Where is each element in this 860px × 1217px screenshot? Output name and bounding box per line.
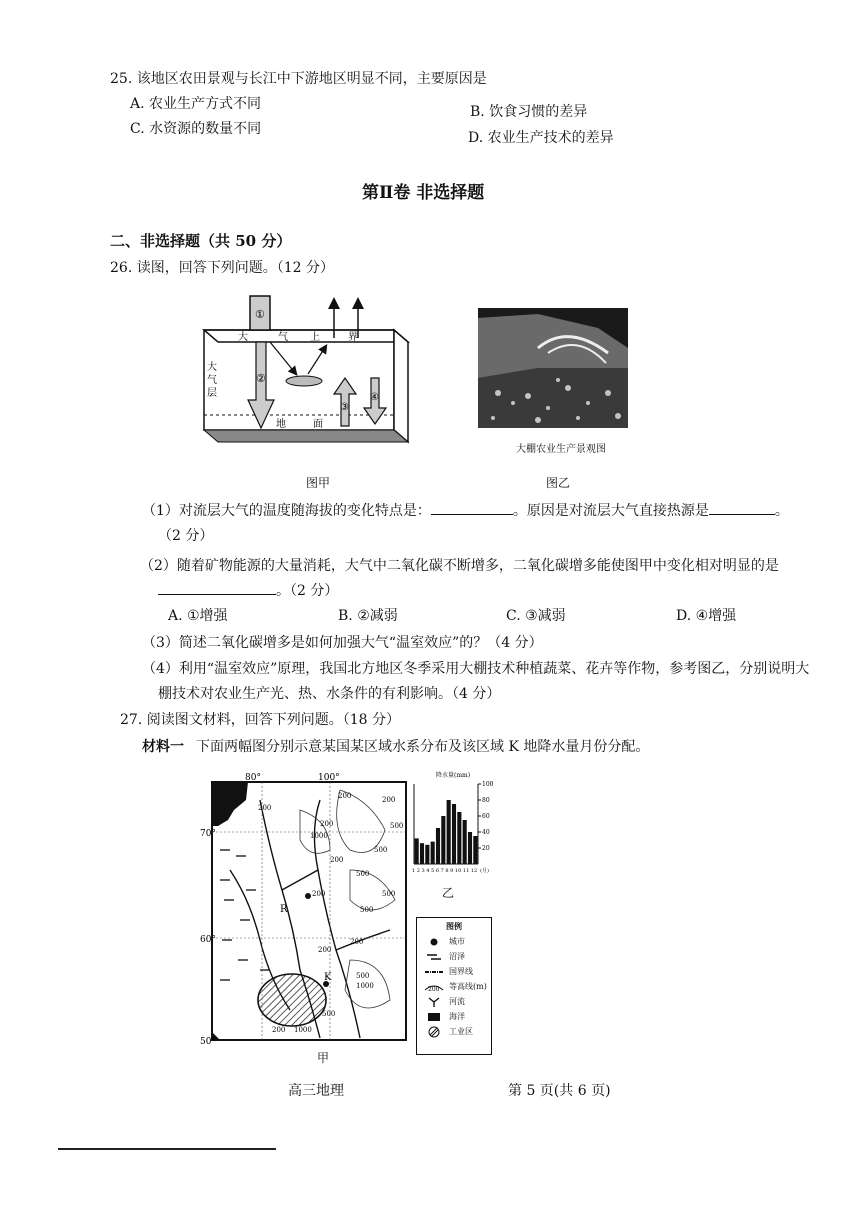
legend-item-contour: 200 等高线(m)	[423, 979, 491, 994]
top-text-2: 上	[310, 332, 320, 343]
q25-option-d: D. 农业生产技术的差异	[468, 130, 614, 146]
legend-item-river: 河流	[423, 994, 491, 1009]
part-title: 二、非选择题（共 50 分）	[110, 232, 292, 250]
precip-bar	[441, 816, 445, 864]
y-axis-unit: 降水量(mm)	[436, 772, 471, 779]
footer-page: 第 5 页(共 6 页)	[508, 1083, 611, 1099]
contour-label: 200	[258, 804, 272, 812]
precip-bar	[425, 845, 429, 864]
precip-bar	[415, 838, 419, 864]
legend-item-border: 国界线	[423, 964, 491, 979]
x-tick-labels: 1 2 3 4 5 6 7 8 9 10 11 12	[412, 868, 478, 874]
y-tick-label: 100	[482, 781, 494, 788]
q26-opt-d: D. ④增强	[676, 608, 737, 624]
precipitation-chart	[406, 768, 498, 880]
precip-bar	[436, 828, 440, 864]
caption-map: 甲	[317, 1051, 330, 1065]
q26-s4-cont: 棚技术对农业生产光、热、水条件的有利影响。（4 分）	[158, 686, 501, 702]
river-system-map	[200, 770, 412, 1050]
precip-bar	[420, 843, 424, 864]
q26-s1: （1）对流层大气的温度随海拔的变化特点是： 。原因是对流层大气直接热源是 。	[142, 503, 789, 519]
contour-icon	[423, 982, 445, 992]
top-text-3: 界	[348, 332, 358, 343]
top-text-1: 气	[278, 332, 288, 343]
label-2: ②	[256, 372, 266, 385]
page-bottom-rule	[58, 1148, 276, 1150]
contour-label: 1000	[310, 832, 328, 840]
contour-label: 200	[318, 946, 332, 954]
y-tick-label: 80	[482, 797, 490, 804]
side-text-1: 气	[207, 375, 217, 386]
contour-label: 1000	[356, 982, 374, 990]
precip-bar	[468, 832, 472, 864]
side-text-2: 层	[207, 388, 217, 399]
caption-precip: 乙	[442, 886, 455, 900]
contour-label: 500	[360, 906, 374, 914]
map-legend	[416, 917, 492, 1055]
legend-item-city: 城市	[423, 934, 491, 949]
contour-label: 1000	[294, 1026, 312, 1034]
q25-option-b: B. 饮食习惯的差异	[470, 104, 588, 120]
contour-label: 500	[322, 1010, 336, 1018]
contour-label: 500	[374, 846, 388, 854]
y-tick-label: 20	[482, 845, 490, 852]
lat-50: 50°	[200, 1037, 216, 1047]
greenhouse-photo	[478, 308, 628, 438]
precip-bar	[452, 804, 456, 864]
contour-label: 200	[272, 1026, 286, 1034]
caption-fig-a: 图甲	[306, 476, 331, 490]
swamp-icon	[423, 952, 445, 962]
q25-option-a: A. 农业生产方式不同	[130, 96, 262, 112]
label-3: ③	[340, 402, 349, 413]
contour-label: 500	[382, 890, 396, 898]
legend-item-industrial: 工业区	[423, 1024, 491, 1039]
map-label-r: R	[280, 904, 288, 915]
q26-stem: 26. 读图，回答下列问题。（12 分）	[110, 260, 334, 276]
answer-blank-2[interactable]	[709, 514, 775, 515]
contour-label: 200	[330, 856, 344, 864]
q26-opt-c: C. ③减弱	[506, 608, 566, 624]
city-dot-icon	[423, 937, 445, 947]
svg-text:200: 200	[428, 985, 440, 992]
legend-item-ocean: 海洋	[423, 1009, 491, 1024]
river-icon	[423, 997, 445, 1007]
contour-label: 200	[312, 890, 326, 898]
q26-opt-a: A. ①增强	[168, 608, 228, 624]
caption-fig-b: 图乙	[546, 476, 571, 490]
precip-bar	[463, 820, 467, 864]
q26-s4: （4）利用“温室效应”原理，我国北方地区冬季采用大棚技术种植蔬菜、花卉等作物，参考图乙，分别说明大	[142, 661, 810, 677]
contour-label: 500	[356, 972, 370, 980]
photo-inner-caption: 大棚农业生产景观图	[516, 444, 606, 455]
precip-bar	[457, 812, 461, 864]
q27-stem: 27. 阅读图文材料，回答下列问题。（18 分）	[120, 712, 400, 728]
lon-100: 100°	[318, 773, 340, 783]
q26-s2-tail: 。（2 分）	[158, 580, 338, 600]
q26-s3: （3）简述二氧化碳增多是如何加强大气“温室效应”的？（4 分）	[142, 635, 543, 651]
y-tick-label: 60	[482, 813, 490, 820]
x-axis-unit: (月)	[480, 868, 489, 874]
border-line-icon	[423, 967, 445, 977]
contour-label: 200	[338, 792, 352, 800]
contour-label: 200	[320, 820, 334, 828]
answer-blank-3[interactable]	[158, 594, 276, 595]
legend-item-swamp: 沼泽	[423, 949, 491, 964]
legend-title: 图例	[446, 921, 462, 931]
footer-subject: 高三地理	[288, 1083, 344, 1099]
q26-s2: （2）随着矿物能源的大量消耗，大气中二氧化碳不断增多，二氧化碳增多能使图甲中变化相对明显的是	[140, 558, 779, 574]
contour-label: 200	[382, 796, 396, 804]
precip-bar	[431, 842, 435, 864]
map-label-k: K	[324, 972, 332, 983]
q25-option-c: C. 水资源的数量不同	[130, 121, 262, 137]
answer-blank-1[interactable]	[431, 514, 513, 515]
contour-label: 500	[390, 822, 404, 830]
q26-opt-b: B. ②减弱	[338, 608, 398, 624]
lat-70: 70°	[200, 829, 216, 839]
q25-stem: 25. 该地区农田景观与长江中下游地区明显不同，主要原因是	[110, 71, 487, 87]
ocean-icon	[423, 1012, 445, 1022]
y-tick-label: 40	[482, 829, 490, 836]
q26-s1-score: （2 分）	[158, 528, 214, 544]
section-title: 第Ⅱ卷 非选择题	[362, 183, 485, 203]
q27-material1: 材料一 下面两幅图分别示意某国某区域水系分布及该区域 K 地降水量月份分配。	[142, 739, 650, 755]
contour-label: 500	[356, 870, 370, 878]
lon-80: 80°	[245, 773, 261, 783]
ground-text-0: 地	[276, 419, 286, 430]
contour-label: 200	[350, 938, 364, 946]
precip-bar	[447, 800, 451, 864]
industrial-zone-icon	[423, 1027, 445, 1037]
side-text-0: 大	[207, 362, 217, 373]
label-1: ①	[255, 308, 265, 321]
label-4: ④	[370, 392, 379, 403]
ground-text-1: 面	[313, 419, 323, 430]
figure-atmosphere-diagram	[198, 290, 418, 450]
lat-60: 60°	[200, 935, 216, 945]
top-text-0: 大	[238, 332, 248, 343]
precip-bar	[473, 836, 477, 864]
